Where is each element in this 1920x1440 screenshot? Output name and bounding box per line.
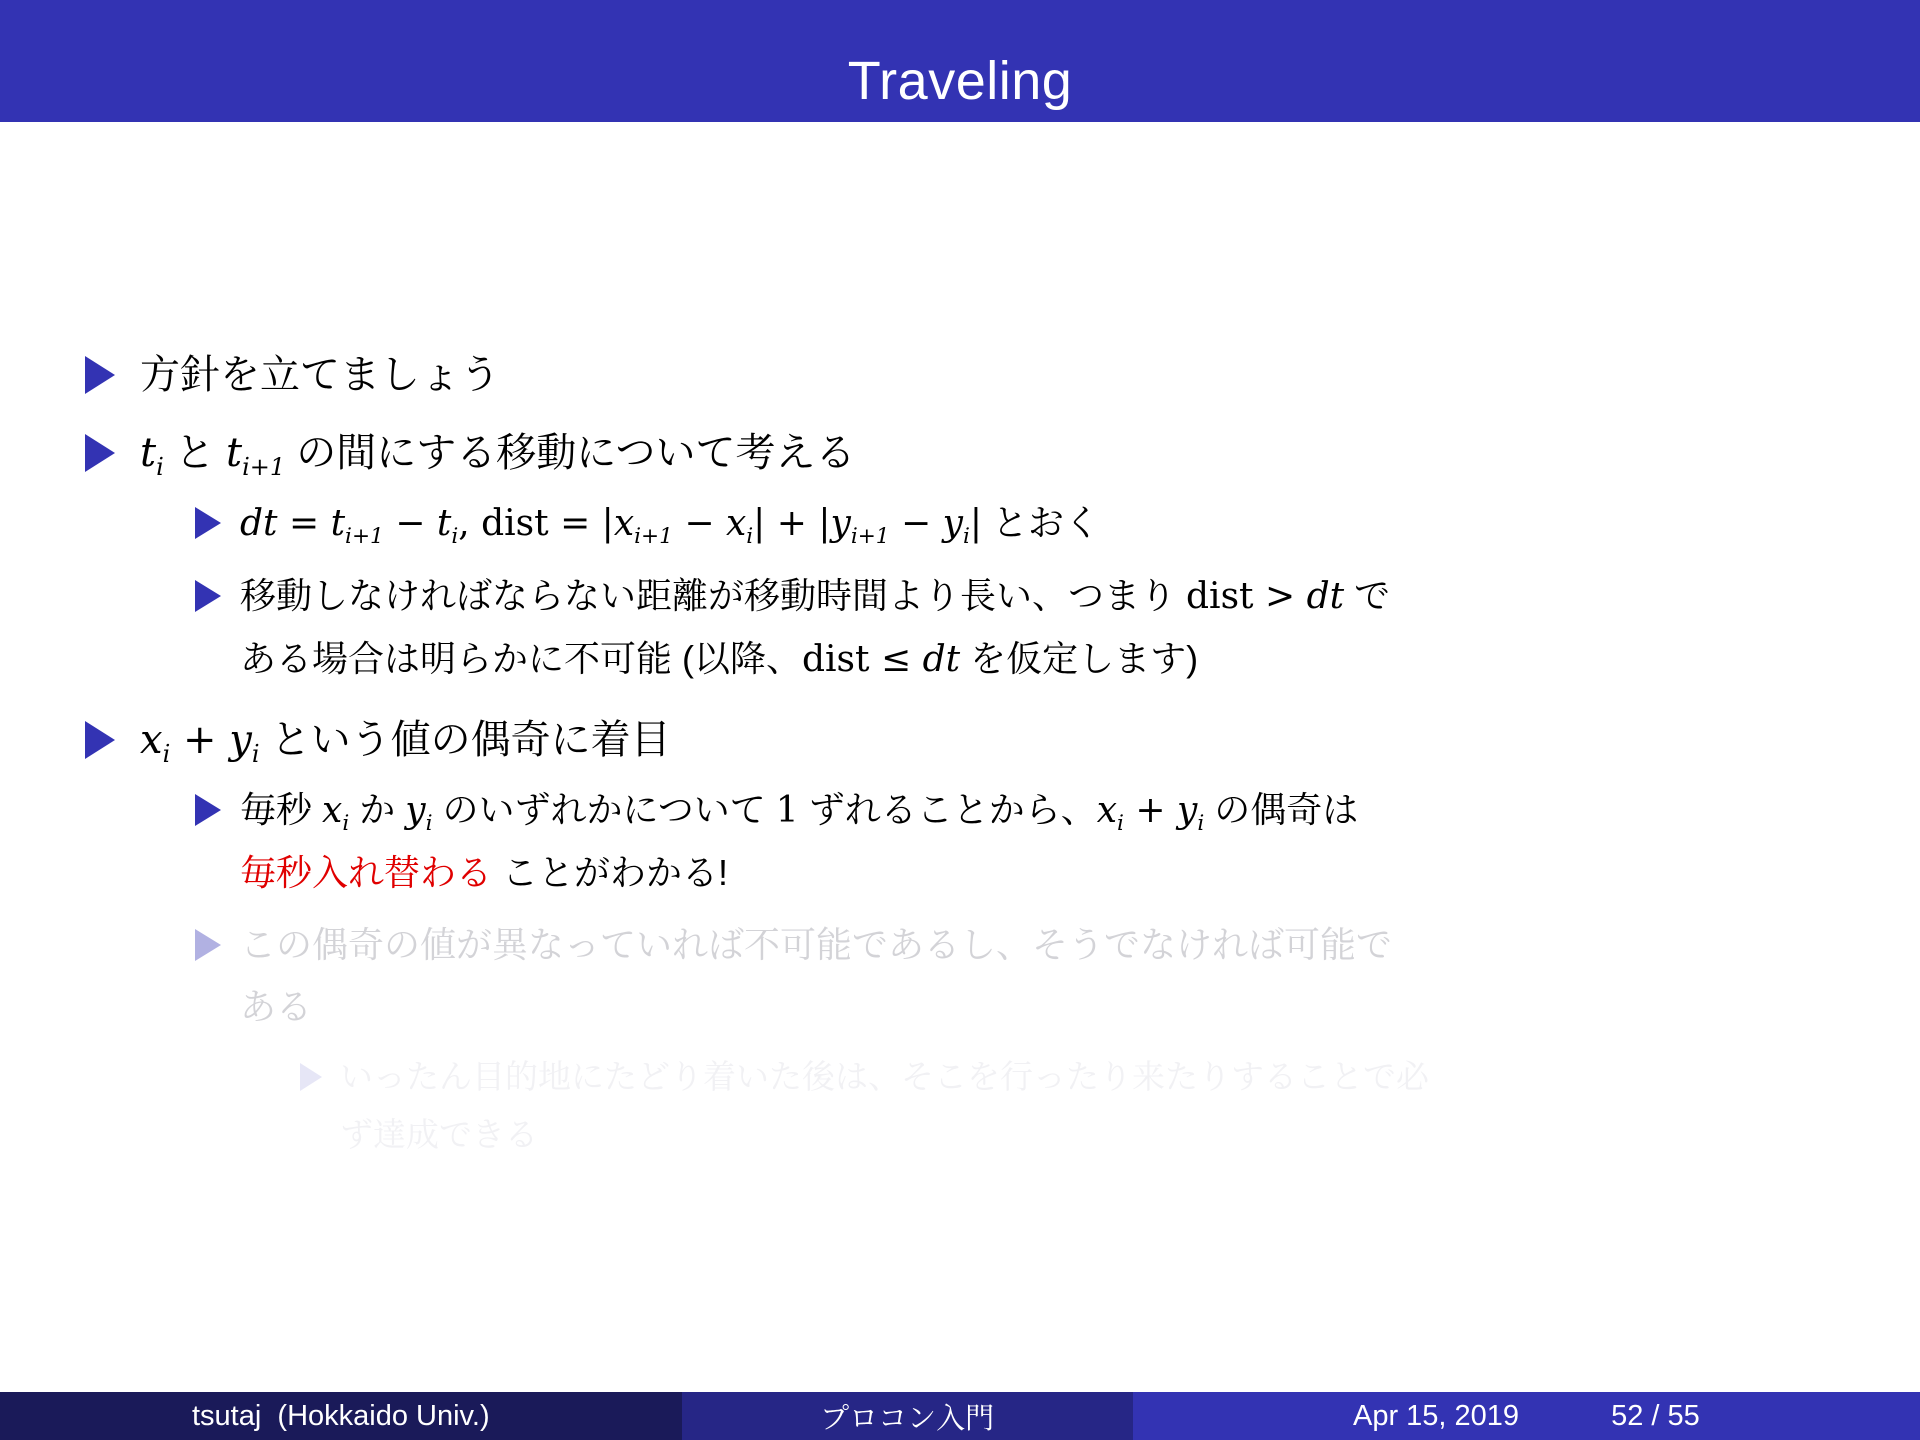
bullet-text [140, 424, 855, 482]
bullet-triangle-icon [300, 1063, 322, 1091]
bullet-item [0, 346, 1920, 404]
text-line: いったん目的地にたどり着いた後は、そこを行ったり来たりすることで必 [340, 1058, 1429, 1095]
text-line: ある [240, 986, 313, 1027]
bullet-triangle-icon [195, 929, 221, 961]
bullet-item [0, 779, 1920, 904]
footer-short-title-box [682, 1392, 1133, 1440]
bullet-triangle-icon [195, 507, 221, 539]
footer-page-number: 52 / 55 [1611, 1399, 1700, 1432]
bullet-text [240, 565, 1390, 691]
text-line: $t_i$ と $t_{i+1}$ の間にする移動について考える [140, 430, 856, 481]
bullet-text [140, 711, 671, 769]
bullet-triangle-icon [195, 794, 221, 826]
text-line: ある場合は明らかに不可能 (以降、dist ≤ dt を仮定します) [240, 638, 1199, 680]
bullet-item [0, 424, 1920, 482]
bullet-triangle-icon [85, 721, 115, 759]
bullet-triangle-icon [85, 356, 115, 394]
footer-author-box [0, 1392, 682, 1440]
bullet-text [340, 1048, 1429, 1164]
bullet-item [0, 492, 1920, 555]
bullet-item [0, 565, 1920, 691]
slide-title: Traveling [847, 51, 1073, 111]
bullet-item [0, 914, 1920, 1038]
footer-short-title: プロコン入門 [820, 1402, 995, 1435]
bullet-triangle-icon [85, 434, 115, 472]
bullet-text [240, 914, 1392, 1038]
text-line: dt = $t_{i+1} - t_i$, dist = $|x_{i+1} - x_i| + |y_{i+1} - y_i|$ とおく [240, 502, 1101, 550]
bullet-triangle-icon [195, 580, 221, 612]
frame-title-bar [0, 0, 1920, 122]
bullet-text [240, 779, 1358, 904]
text-line: $x_i + y_i$ という値の偶奇に着目 [140, 717, 671, 768]
footer-author: tsutaj (Hokkaido Univ.) [191, 1399, 490, 1432]
bullet-text [140, 346, 500, 404]
bullet-text [240, 492, 1100, 555]
footer-date: Apr 15, 2019 [1352, 1399, 1520, 1432]
text-line: 方針を立てましょう [140, 353, 500, 397]
slide-body [0, 120, 1920, 1164]
text-line: この偶奇の値が異なっていれば不可能であるし、そうでなければ可能で [240, 924, 1393, 965]
text-line: 毎秒 $x_i$ か $y_i$ のいずれかについて 1 ずれることから、$x_i + y_i$ の偶奇は [240, 789, 1359, 837]
bullet-item [0, 711, 1920, 769]
bullet-item [0, 1048, 1920, 1164]
text-line: 移動しなければならない距離が移動時間より長い、つまり dist > dt で [240, 575, 1391, 617]
footline [0, 1392, 1920, 1440]
footer-date-page-box [1133, 1392, 1920, 1440]
text-line: ず達成できる [340, 1116, 538, 1153]
text-line: 毎秒入れ替わる ことがわかる! [240, 852, 729, 893]
